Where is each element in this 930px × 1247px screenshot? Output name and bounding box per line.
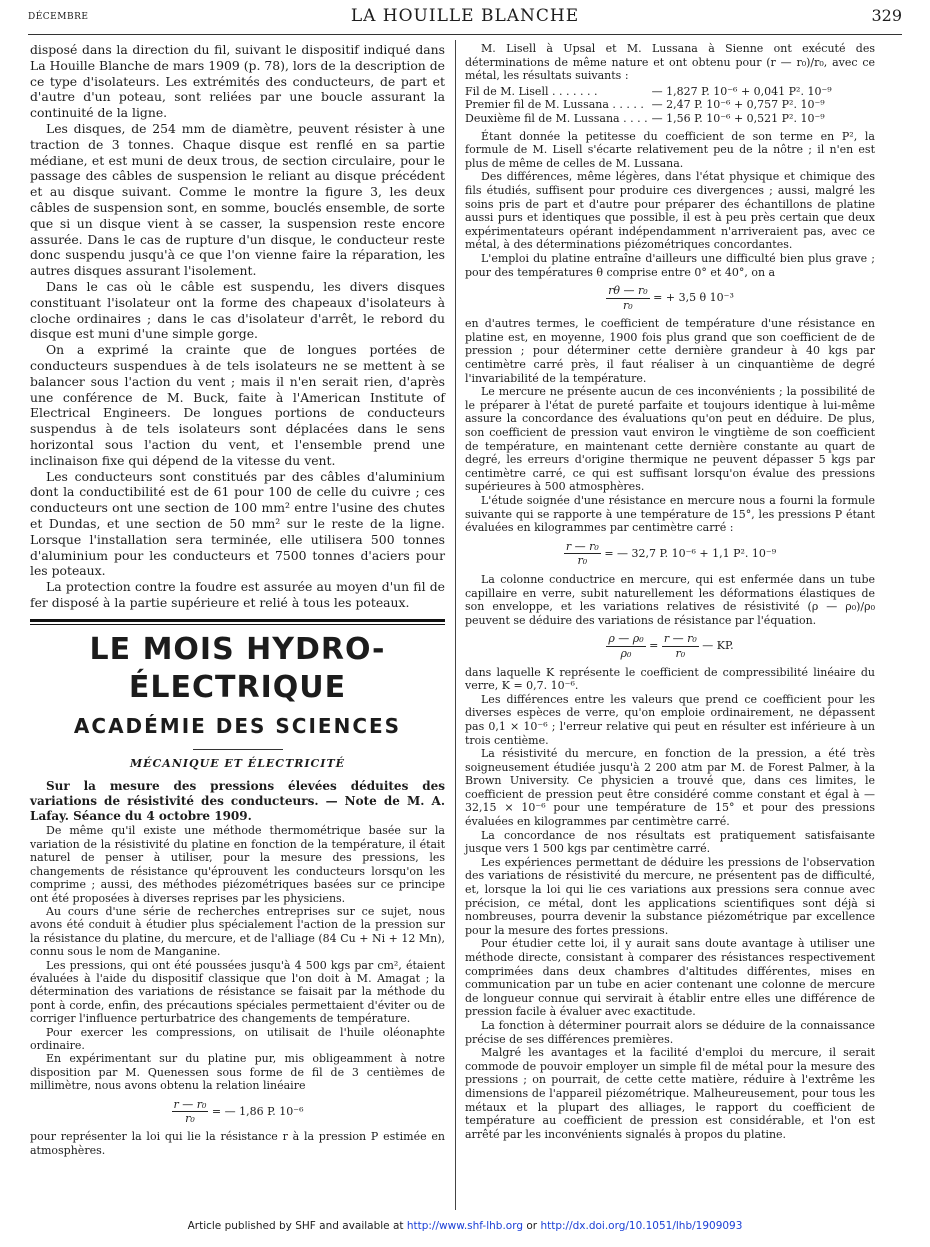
paragraph: Des différences, même légères, dans l'état physique et chimique des fils étudiés, suffisent pour produire ces divergences ; aussi, malgré les soins pris de part et d'autre pour préparer des échantillons de platine aussi purs et identiques que possible, il est à peu près certain que deux expérimentateurs opérant indépendamment n'arriveraient pas, avec ce métal, à des déterminations piézométriques concordantes. [465,170,875,252]
paragraph: Le mercure ne présente aucun de ces inconvénients ; la possibilité de le préparer à l'état de pureté parfaite et toujours identique à lui-même assure la concordance des évaluations qu'on peut en déduire. De plus, son coefficient de pression vaut environ le vingtième de son coefficient de température, en maintenant cette dernière constante au quart de degré, les erreurs d'origine thermique ne peuvent dépasser 5 kgs par centimètre carré, ce qui est suffisant lorsqu'on évalue des pressions supérieures à 500 atmosphères. [465,385,875,494]
formula-mercury [465,540,875,568]
paragraph: pour représenter la loi qui lie la résistance r à la pression P estimée en atmosphères. [30,1130,445,1157]
formula-resistivity: $\frac{\text{ρ — ρ₀}}{\text{ρ₀}}$ = $\frac{\text{r — r₀}}{\text{r₀}}$ — KP. [608,632,734,660]
article-title: Sur la mesure des pressions élevées déduites des variations de résistivité des conducteurs. — Note de M. A. Lafay. Séance du 4 octobre 1909. [30,779,445,824]
page-header [28,6,902,36]
left-column [30,42,445,1157]
paragraph: Au cours d'une série de recherches entreprises sur ce sujet, nous avons été conduit à étudier plus spécialement l'action de la pression sur la résistance du platine, du mercure, et de l'alliage (84 Cu + Ni + 12 Mn), connu sous le nom de Manganine. [30,904,445,959]
result-value: — 2,47 P. 10⁻⁶ + 0,757 P². 10⁻⁹ [651,98,825,112]
formula-fraction: $\frac{\text{ρ — ρ₀}}{\text{ρ₀}}$ [608,632,644,660]
header-rule [28,34,902,35]
result-label: Deuxième fil de M. Lussana . . . . [465,111,648,125]
paragraph: L'étude soignée d'une résistance en mercure nous a fourni la formule suivante qui se rapporte à une température de 15°, les pressions P étant évaluées en kilogrammes par centimètre carré : [465,494,875,535]
paragraph: disposé dans la direction du fil, suivant le dispositif indiqué dans La Houille Blanche de mars 1909 (p. 78), lors de la description de ce type d'isolateurs. Les extrémités des conducteurs, de part et d'autre d'un poteau, sont reliées par une boucle assurant la continuité de la ligne. [30,42,445,121]
subsection-heading: MÉCANIQUE ET ÉLECTRICITÉ [129,756,346,770]
footer-link-doi[interactable]: http://dx.doi.org/10.1051/lhb/1909093 [540,1220,743,1232]
paragraph: La colonne conductrice en mercure, qui est enfermée dans un tube capillaire en verre, subit naturellement les déformations élastiques de son enveloppe, et les variations relatives de résistivité (ρ — ρ₀)/ρ₀ peuvent se déduire des variations de résistance par l'équation. [465,572,875,627]
paragraph: Malgré les avantages et la facilité d'emploi du mercure, il serait commode de pouvoir employer un simple fil de métal pour la mesure des pressions ; on pourrait, de cette cette matière, réduire à l'extrême les dimensions de l'appareil piézométrique. Malheureusement, pour tous les métaux et la plupart des alliages, le rapport du coefficient de température au coefficient de pression est considérable, et l'on est arrêté par les inconvénients signalés à propos du platine. [465,1046,875,1141]
formula-rhs: = + 3,5 θ 10⁻³ [653,291,734,305]
formula-rhs: = — 1,86 P. 10⁻⁶ [211,1104,304,1118]
formula-fraction: $\frac{\text{r — r₀}}{\text{r₀}}$ [565,539,599,568]
formula-fraction: $\frac{\text{rθ — r₀}}{\text{r₀}}$ [608,284,648,312]
page-number: 329 [871,6,902,25]
section-separator [30,619,445,625]
paragraph: En expérimentant sur du platine pur, mis obligeamment à notre disposition par M. Quenessen sous forme de fil de 3 centièmes de millimètre, nous avons obtenu la relation linéaire [30,1052,445,1093]
right-column [465,42,875,1141]
table-row [465,98,836,112]
formula-rhs: = — 32,7 P. 10⁻⁶ + 1,1 P². 10⁻⁹ [604,546,777,560]
paragraph: La concordance de nos résultats est pratiquement satisfaisante jusque vers 1 500 kgs par centimètre carré. [465,828,875,856]
paragraph: M. Lisell à Upsal et M. Lussana à Sienne ont exécuté des déterminations de même nature et ont obtenu pour (r — r₀)/r₀, avec ce métal, les résultats suivants : [465,42,875,83]
formula-fraction: $\frac{\text{r — r₀}}{\text{r₀}}$ [173,1097,207,1126]
table-row [465,85,836,99]
paragraph: dans laquelle K représente le coefficient de compressibilité linéaire du verre, K = 0,7. 10⁻⁶. [465,665,875,693]
paragraph: La résistivité du mercure, en fonction de la pression, a été très soigneusement étudiée jusqu'à 2 200 atm par M. de Forest Palmer, à la Brown University. Ce physicien a trouvé que, dans ces limites, le coefficient de pression peut être considéré comme constant et égal à — 32,15 × 10⁻⁶ pour une température de 15° et pour des pressions évaluées en kilogrammes par centimètre carré. [465,747,875,829]
formula-temperature [465,284,875,312]
paragraph: L'emploi du platine entraîne d'ailleurs une difficulté bien plus grave ; pour des températures θ comprise entre 0° et 40°, on a [465,251,875,279]
footer-prefix: Article published by SHF and available at [187,1220,407,1232]
footer-link-shf[interactable]: http://www.shf-lhb.org [406,1220,524,1232]
footer-middle: or [523,1220,541,1232]
paragraph: Les conducteurs sont constitués par des câbles d'aluminium dont la conductibilité est de 61 pour 100 de celle du cuivre ; ces conducteurs ont une section de 100 mm² entre l'usine des chutes et Dundas, et une section de 50 mm² sur le reste de la ligne. Lorsque l'installation sera terminée, elle utilisera 500 tonnes d'aluminium pour les conducteurs et 7500 tonnes d'aciers pour les poteaux. [30,468,445,579]
academy-heading: ACADÉMIE DES SCIENCES [73,713,402,738]
column-divider [455,40,456,1210]
result-value: — 1,56 P. 10⁻⁶ + 0,521 P². 10⁻⁹ [651,111,825,125]
paragraph: Pour étudier cette loi, il y aurait sans doute avantage à utiliser une méthode directe, consistant à comparer des résistances respectivement comprimées dans deux chambres d'altitudes différentes, mises en communication par un tube en acier contenant une colonne de mercure de longueur connue qui servirait à établir entre elles une différence de pression facile à évaluer avec exactitude. [465,937,875,1019]
paragraph: en d'autres termes, le coefficient de température d'une résistance en platine est, en moyenne, 1900 fois plus grand que son coefficient de de pression ; pour déterminer cette dernière grandeur à 40 kgs par centimètre carré près, il faut réaliser à un cinquantième de degré l'invariabilité de la température. [465,317,875,385]
paragraph: Les différences entre les valeurs que prend ce coefficient pour les diverses espèces de verre, qu'on emploie ordinairement, ne dépassent pas 0,1 × 10⁻⁶ ; l'erreur relative qui peut en résulter est inférieure à un trois centième. [465,692,875,747]
formula-fraction: $\frac{\text{r — r₀}}{\text{r₀}}$ [663,632,697,660]
paragraph: Les expériences permettant de déduire les pressions de l'observation des variations de résistivité du mercure, ne présentent pas de difficulté, et, lorsque la loi qui lie ces variations aux pressions sera connue avec précision, ce métal, dont les applications scientifiques sont déjà si nombreuses, pourra devenir la substance piézométrique par excellence pour la mesure des fortes pressions. [465,855,875,937]
journal-title: LA HOUILLE BLANCHE [350,6,580,26]
footer-citation [0,1220,930,1232]
article-body [30,824,445,1157]
paragraph: Les disques, de 254 mm de diamètre, peuvent résister à une traction de 3 tonnes. Chaque disque est renflé en sa partie médiane, et est muni de deux trous, de section circulaire, pour le passage des câbles de suspension le reliant au disque précédent et au disque suivant. Comme le montre la figure 3, les deux câbles de suspension sont, en somme, bouclés ensemble, de sorte que si un disque vient à se casser, la suspension reste encore assurée. Dans le cas de rupture d'un disque, le conducteur reste donc suspendu jusqu'à ce que l'on vienne faire la réparation, les autres disques assurant l'isolement. [30,120,445,279]
table-row [465,112,836,126]
results-table [465,85,836,126]
section-title: LE MOIS HYDRO-ÉLECTRIQUE [89,631,386,705]
paragraph: Pour exercer les compressions, on utilisait de l'huile oléonaphte ordinaire. [30,1025,445,1052]
paragraph: La protection contre la foudre est assurée au moyen d'un fil de fer disposé à la partie supérieure et relié à tous les poteaux. [30,579,445,610]
result-label: Fil de M. Lisell . . . . . . . [465,84,598,98]
result-label: Premier fil de M. Lussana . . . . . [465,98,644,112]
paragraph: La fonction à déterminer pourrait alors se déduire de la connaissance précise de ses différences premières. [465,1018,875,1046]
paragraph: De même qu'il existe une méthode thermométrique basée sur la variation de la résistivité du platine en fonction de la température, il était naturel de penser à utiliser, pour la mesure des pressions, les changements de résistance qu'éprouvent les conducteurs lorsqu'on les comprime ; aussi, des méthodes piézométriques basées sur ce principe ont été proposées à diverses reprises par les physiciens. [30,824,445,905]
short-rule [193,749,283,750]
result-value: — 1,827 P. 10⁻⁶ + 0,041 P². 10⁻⁹ [651,84,832,98]
paragraph: Dans le cas où le câble est suspendu, les divers disques constituant l'isolateur ont la forme des chapeaux d'isolateurs à cloche ordinaires ; dans le cas d'isolateur d'arrêt, le rebord du disque est muni d'une simple gorge. [30,278,445,342]
header-month: DÉCEMBRE [28,12,89,22]
formula-platinum [30,1098,445,1126]
paragraph: On a exprimé la crainte que de longues portées de conducteurs suspendues à de tels isolateurs ne se mettent à se balancer sous l'action du vent ; mais il n'en serait rien, d'après une conférence de M. Buck, faite à l'American Institute of Electrical Engineers. De longues portions de conducteurs suspendus à de tels isolateurs sont déplacées dans le sens horizontal sous l'action du vent, et l'ensemble prend une inclinaison fixe qui dépend de la vitesse du vent. [30,342,445,468]
paragraph: Étant donnée la petitesse du coefficient de son terme en P², la formule de M. Lisell s'écarte relativement peu de la nôtre ; il n'en est plus de même de celles de M. Lussana. [465,129,875,170]
formula-rhs: — KP. [702,639,734,653]
paragraph: Les pressions, qui ont été poussées jusqu'à 4 500 kgs par cm², étaient évaluées à l'aide du dispositif classique que l'on doit à M. Amagat ; la détermination des variations de résistance se faisait par la méthode du pont à corde, enfin, des précautions spéciales permettaient d'éviter ou de corriger l'influence perturbatrice des changements de température. [30,958,445,1026]
